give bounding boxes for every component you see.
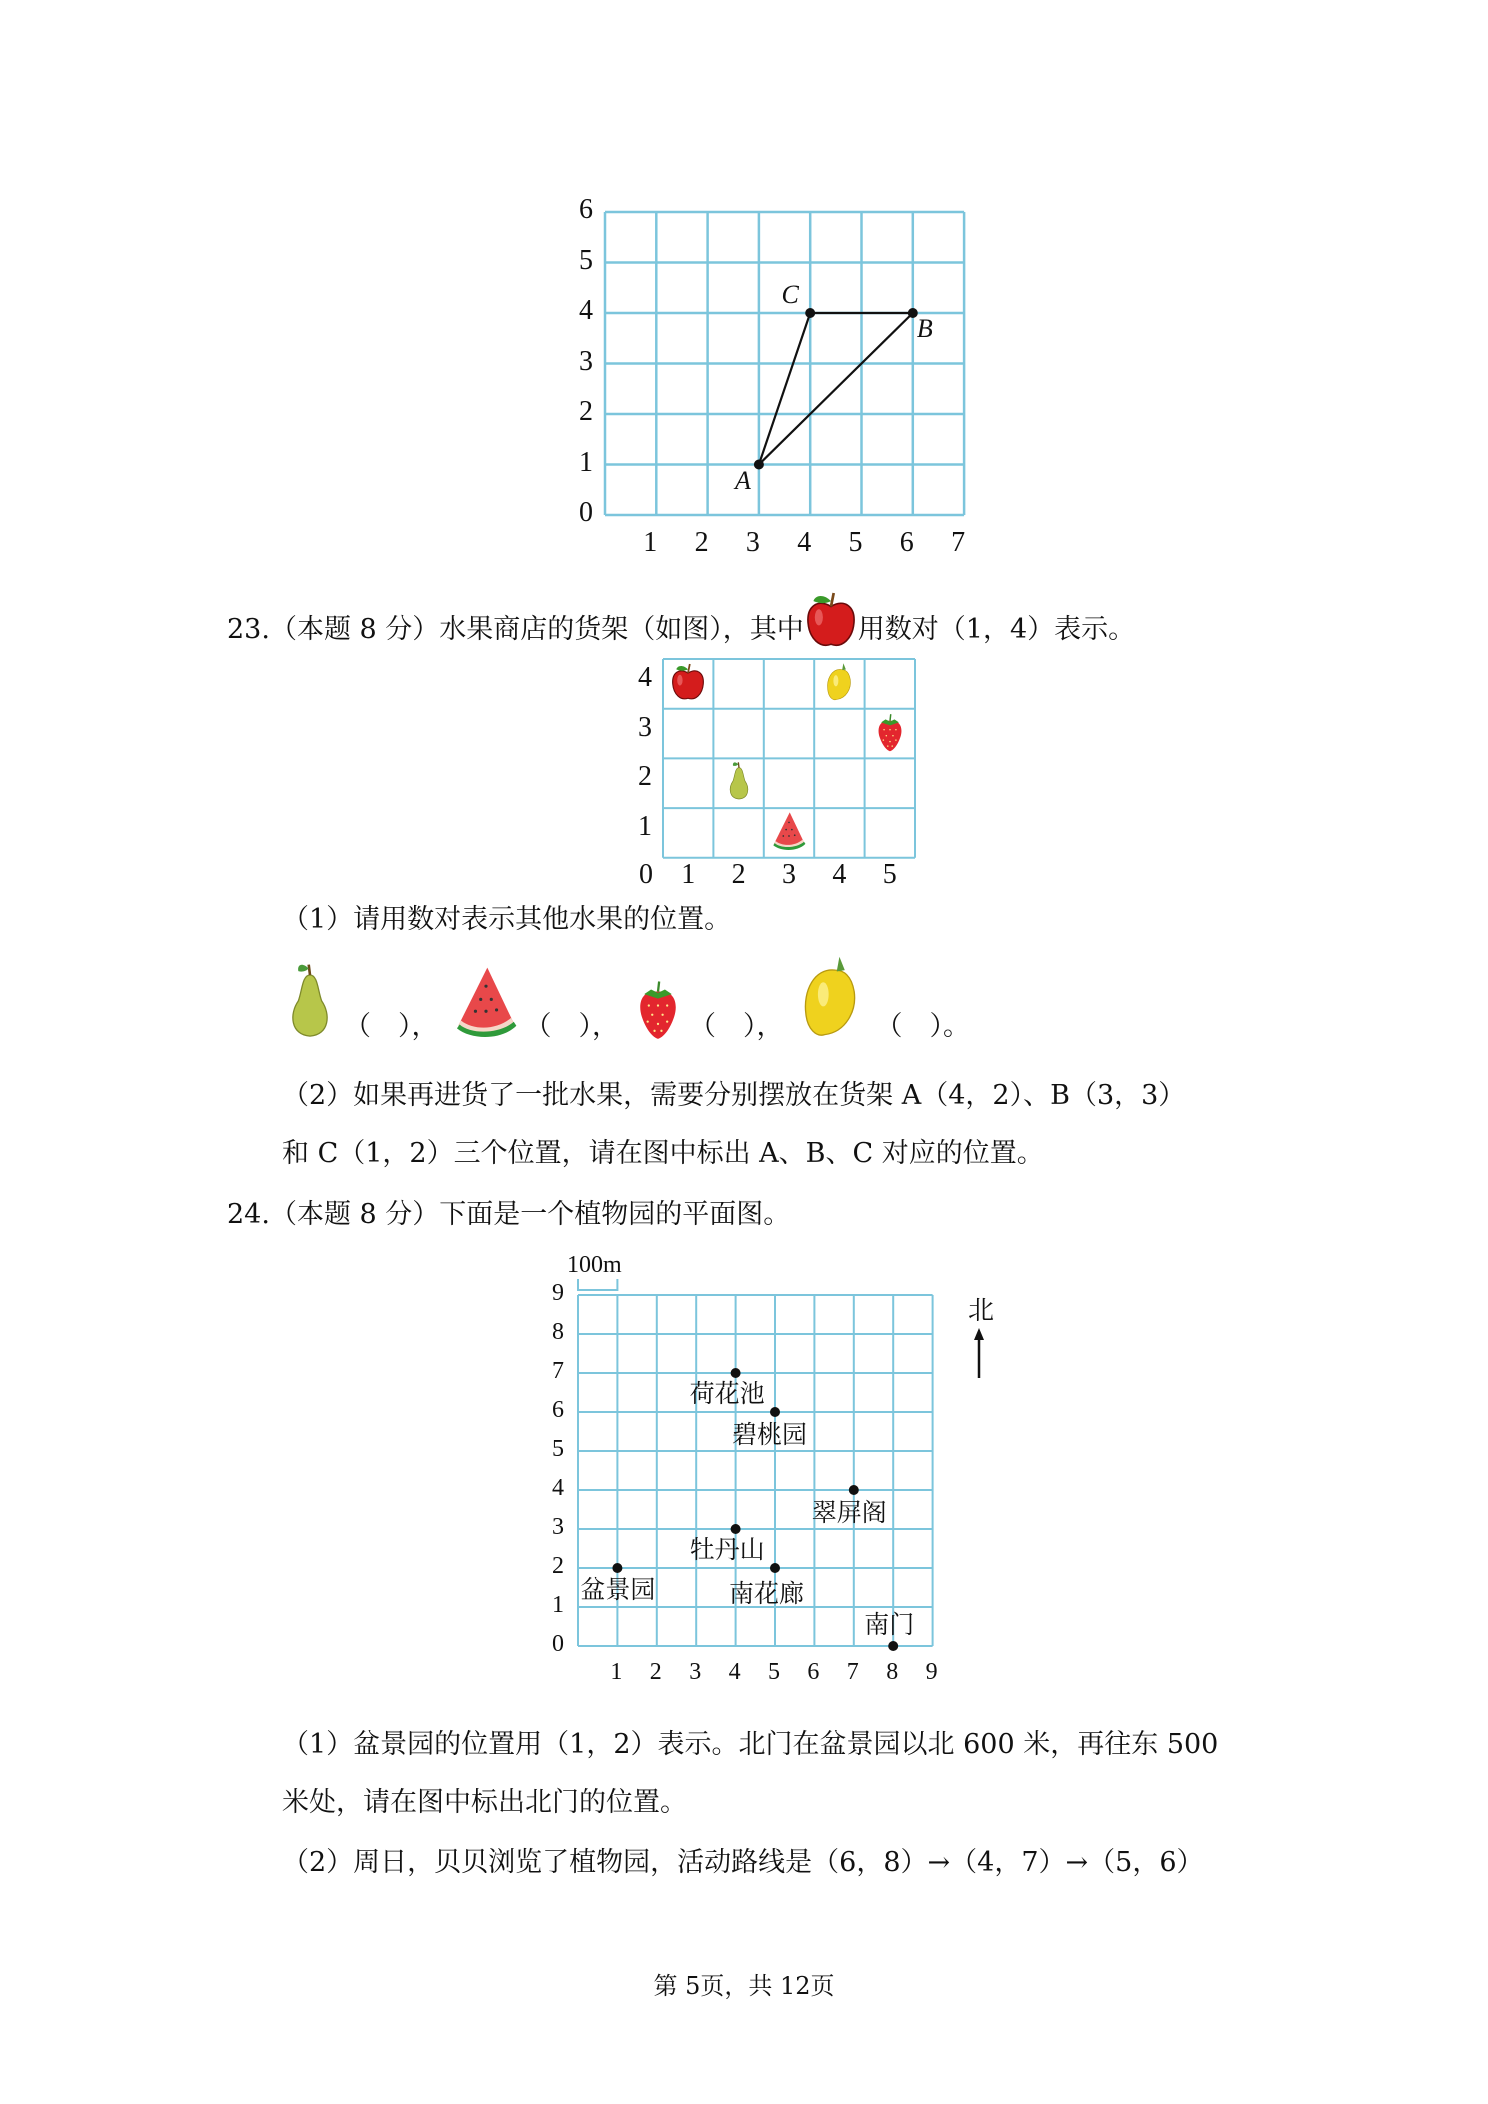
place-label: 牡丹山 [689, 1535, 765, 1564]
north-arrow-icon [970, 1326, 990, 1380]
x-tick-label: 3 [745, 527, 760, 558]
place-point [770, 1563, 780, 1573]
x-tick-label: 3 [782, 859, 796, 890]
y-tick-label: 6 [552, 1397, 564, 1423]
place-point [888, 1641, 898, 1651]
place-label: 荷花池 [689, 1379, 765, 1408]
x-tick-label: 4 [728, 1659, 741, 1685]
place-point [731, 1368, 741, 1378]
y-tick-label: 0 [579, 497, 593, 528]
x-tick-label: 6 [899, 527, 914, 558]
q23-stem-after: 用数对（1，4）表示。 [857, 614, 1136, 645]
y-tick-label: 2 [579, 396, 593, 427]
answer-blank-watermelon[interactable]: （ ）， [524, 1011, 619, 1042]
y-tick-label: 0 [552, 1631, 564, 1657]
q24-part1-line2: 米处，请在图中标出北门的位置。 [282, 1787, 687, 1818]
lemon-icon [821, 662, 857, 702]
x-tick-label: 0 [639, 859, 653, 890]
x-tick-label: 2 [694, 527, 709, 558]
place-label: 南门 [864, 1610, 915, 1639]
q23-answer-row [282, 960, 970, 1040]
q23-part2-line1: （2）如果再进货了一批水果，需要分别摆放在货架 A（4，2）、B（3，3） [282, 1080, 1186, 1111]
place-point [849, 1485, 859, 1495]
strawberry-icon [872, 712, 908, 752]
y-tick-label: 6 [579, 194, 593, 225]
y-tick-label: 2 [552, 1553, 564, 1579]
q24-stem [227, 1201, 790, 1228]
y-tick-label: 8 [552, 1319, 564, 1345]
strawberry-icon [633, 978, 683, 1040]
y-tick-label: 4 [552, 1475, 564, 1501]
x-tick-label: 5 [768, 1659, 780, 1685]
q23-part2-line2: 和 C（1，2）三个位置，请在图中标出 A、B、C 对应的位置。 [282, 1138, 1044, 1169]
y-tick-label: 2 [638, 761, 652, 793]
point-A [754, 460, 764, 470]
question-number: 23. [227, 614, 270, 645]
apple-icon [670, 662, 706, 702]
x-tick-label: 9 [925, 1659, 938, 1685]
place-point [731, 1524, 741, 1534]
y-tick-label: 5 [552, 1436, 564, 1462]
scale-label: 100m [567, 1252, 622, 1278]
q24-part2-line1: （2）周日，贝贝浏览了植物园，活动路线是（6，8）→（4，7）→（5，6） [282, 1847, 1204, 1878]
x-tick-label: 7 [951, 527, 966, 558]
watermelon-icon [453, 964, 519, 1040]
x-tick-label: 2 [649, 1659, 662, 1685]
y-tick-label: 9 [552, 1280, 564, 1306]
y-tick-label: 5 [579, 244, 593, 276]
x-tick-label: 6 [807, 1659, 820, 1685]
scale-bar [577, 1279, 627, 1293]
lemon-icon [798, 954, 862, 1040]
q23-part1: （1）请用数对表示其他水果的位置。 [282, 904, 732, 935]
x-tick-label: 4 [797, 527, 812, 558]
y-tick-label: 1 [552, 1592, 564, 1618]
x-tick-label: 1 [610, 1659, 623, 1685]
x-tick-label: 2 [731, 859, 746, 890]
grid-lines [603, 210, 966, 517]
y-tick-label: 1 [579, 446, 593, 478]
answer-blank-lemon[interactable]: （ ）。 [875, 1011, 970, 1042]
q24-stem-text: （本题 8 分）下面是一个植物园的平面图。 [269, 1199, 791, 1230]
y-tick-label: 7 [552, 1358, 564, 1384]
answer-blank-strawberry[interactable]: （ ）， [689, 1011, 784, 1042]
x-tick-label: 4 [832, 859, 847, 890]
place-label: 盆景园 [580, 1575, 656, 1604]
north-label: 北 [968, 1296, 995, 1326]
y-tick-label: 3 [552, 1514, 564, 1540]
question-number: 24. [227, 1199, 270, 1230]
apple-icon [804, 590, 858, 650]
place-label: 翠屏阁 [811, 1498, 887, 1527]
place-point [612, 1563, 622, 1573]
point-label-C: C [781, 280, 799, 309]
x-tick-label: 7 [846, 1659, 859, 1685]
x-tick-label: 8 [886, 1659, 899, 1685]
y-tick-label: 4 [638, 661, 652, 693]
y-tick-label: 4 [579, 295, 593, 326]
answer-blank-pear[interactable]: （ ）， [344, 1011, 439, 1042]
pear-icon [282, 962, 338, 1040]
page-footer: 第 5页，共 12页 [653, 1972, 835, 2000]
point-C [805, 308, 815, 318]
place-label: 南花廊 [729, 1579, 805, 1608]
place-point [770, 1407, 780, 1417]
x-tick-label: 1 [681, 859, 696, 890]
point-label-B: B [916, 314, 933, 343]
x-tick-label: 1 [643, 527, 658, 558]
q23-stem-before: （本题 8 分）水果商店的货架（如图），其中 [269, 614, 804, 645]
y-tick-label: 1 [638, 810, 652, 842]
pear-icon [721, 761, 757, 801]
place-label: 碧桃园 [732, 1420, 808, 1449]
q24-part1-line1: （1）盆景园的位置用（1，2）表示。北门在盆景园以北 600 米，再往东 500 [282, 1729, 1219, 1760]
watermelon-icon [771, 811, 807, 851]
y-tick-label: 3 [579, 345, 593, 377]
triangle-edge-AC [759, 313, 810, 465]
point-label-A: A [734, 465, 751, 495]
y-tick-label: 3 [638, 711, 652, 743]
q23-stem [227, 616, 1135, 650]
x-tick-label: 3 [689, 1659, 702, 1685]
x-tick-label: 5 [882, 859, 897, 890]
triangle-edge-AB [759, 313, 913, 465]
x-tick-label: 5 [848, 527, 863, 558]
